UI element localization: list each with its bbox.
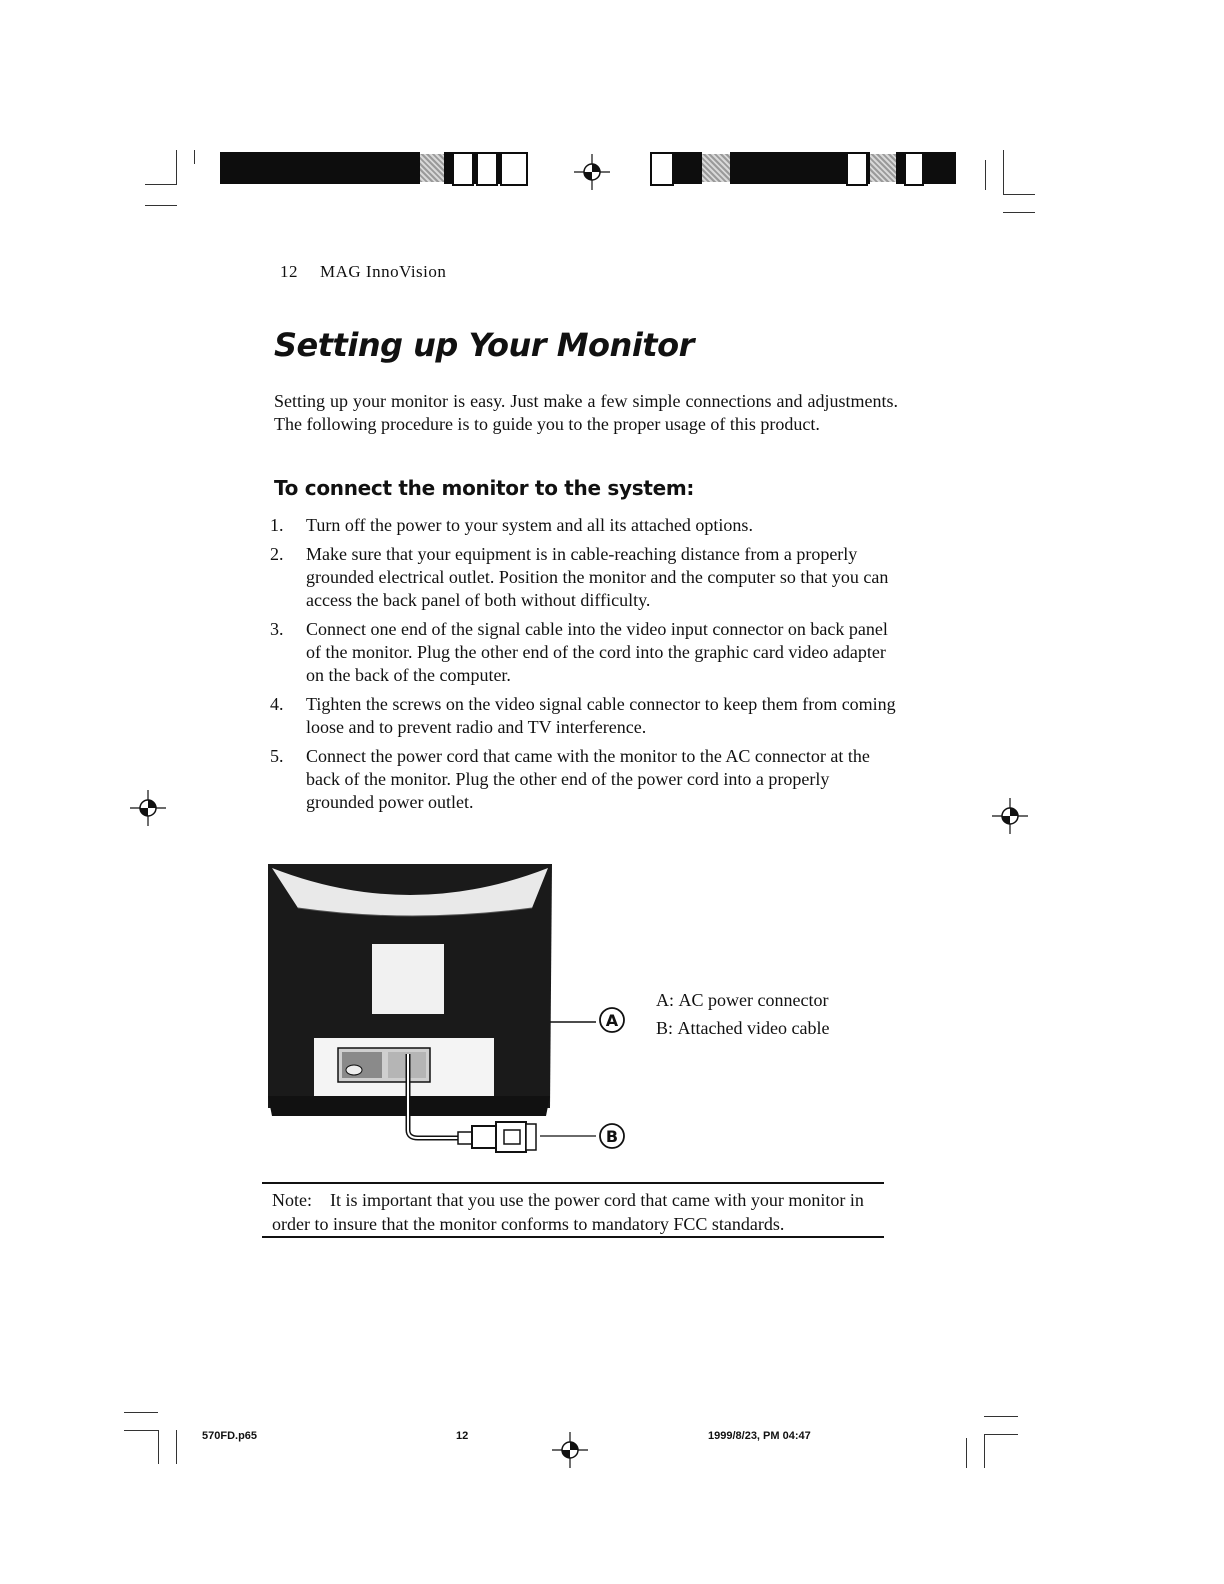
callout-b — [600, 1124, 624, 1148]
callout-a — [600, 1008, 624, 1032]
section-subheading: To connect the monitor to the system: — [274, 476, 695, 500]
registration-target-icon — [572, 152, 612, 192]
step-text: Turn off the power to your system and all its attached options. — [306, 515, 753, 535]
color-bar-left — [220, 152, 530, 184]
step-number: 4. — [270, 694, 284, 714]
header-page-number: 12 — [280, 262, 298, 281]
intro-paragraph: Setting up your monitor is easy. Just make a few simple connections and adjustments. The following procedure is to guide you to the proper usage of this product. — [274, 391, 898, 434]
legend-text: Attached video cable — [677, 1018, 830, 1038]
step-text: Connect one end of the signal cable into the video input connector on back panel of the monitor. Plug the other end of the cord into the graphic card video adapter on the back of the computer. — [306, 619, 888, 685]
callout-a-label: A — [605, 1011, 619, 1030]
running-header — [280, 262, 446, 282]
monitor-back-illustration — [262, 858, 642, 1158]
page-title: Setting up Your Monitor — [274, 326, 694, 364]
step-text: Connect the power cord that came with the monitor to the AC connector at the back of the monitor. Plug the other end of the power cord into a properly grounded power outlet. — [306, 746, 870, 812]
setup-steps-list — [270, 514, 896, 820]
footer-filename: 570FD.p65 — [202, 1430, 258, 1442]
figure-legend — [656, 986, 829, 1042]
legend-key: A: — [656, 990, 674, 1010]
registration-target-icon — [550, 1430, 590, 1470]
legend-item — [656, 986, 829, 1014]
step-number: 2. — [270, 544, 284, 564]
callout-b-label: B — [605, 1127, 619, 1146]
step-number: 1. — [270, 515, 284, 535]
list-item — [270, 618, 896, 687]
list-item — [270, 745, 896, 814]
color-bar-right — [650, 152, 956, 184]
note-label: Note: — [272, 1190, 312, 1210]
legend-key: B: — [656, 1018, 674, 1038]
legend-text: AC power connector — [678, 990, 829, 1010]
legend-item — [656, 1014, 829, 1042]
note-bottom-rule — [262, 1236, 884, 1238]
step-text: Tighten the screws on the video signal cable connector to keep them from coming loose and to prevent radio and TV interference. — [306, 694, 896, 737]
footer-page: 12 — [456, 1430, 469, 1442]
registration-target-icon — [128, 788, 168, 828]
registration-target-icon — [990, 796, 1030, 836]
list-item — [270, 543, 896, 612]
note-top-rule — [262, 1182, 884, 1184]
footer-timestamp: 1999/8/23, PM 04:47 — [708, 1430, 811, 1442]
list-item — [270, 514, 896, 537]
step-text: Make sure that your equipment is in cable-reaching distance from a properly grounded electrical outlet. Position the monitor and the computer so that you can access the back panel of both without difficulty. — [306, 544, 889, 610]
step-number: 3. — [270, 619, 284, 639]
note-paragraph — [272, 1188, 882, 1236]
header-brand: MAG InnoVision — [320, 262, 447, 281]
list-item — [270, 693, 896, 739]
step-number: 5. — [270, 746, 284, 766]
note-text: It is important that you use the power cord that came with your monitor in order to insure that the monitor conforms to mandatory FCC standards. — [272, 1190, 864, 1234]
